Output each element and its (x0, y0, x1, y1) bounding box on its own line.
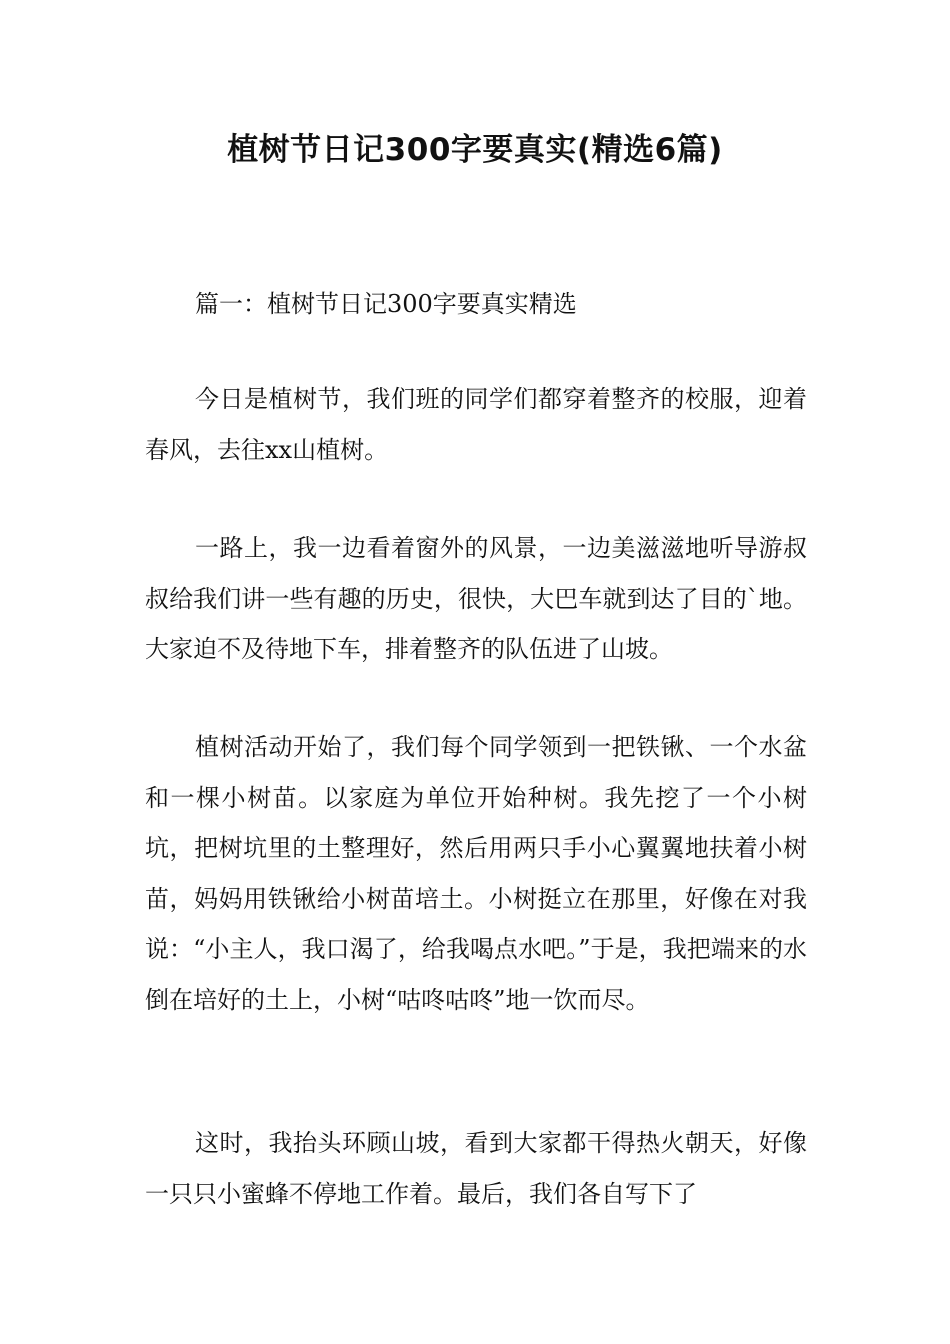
paragraph-3: 植树活动开始了，我们每个同学领到一把铁锹、一个水盆和一棵小树苗。以家庭为单位开始种树。我先挖了一个小树坑，把树坑里的土整理好，然后用两只手小心翼翼地扶着小树苗，妈妈用铁锹给小树苗培土。小树挺立在那里，好像在对我说：“小主人，我口渴了，给我喝点水吧。”于是，我把端来的水倒在培好的土上，小树“咕咚咕咚”地一饮而尽。 (145, 733, 807, 1014)
paragraph-2: 一路上，我一边看着窗外的风景，一边美滋滋地听导游叔叔给我们讲一些有趣的历史，很快，大巴车就到达了目的`地。大家迫不及待地下车，排着整齐的队伍进了山坡。 (145, 534, 807, 663)
paragraph-4: 这时，我抬头环顾山坡，看到大家都干得热火朝天，好像一只只小蜜蜂不停地工作着。最后，我们各自写下了 (145, 1129, 807, 1208)
document-title: 植树节日记300字要真实(精选6篇) (227, 132, 723, 168)
section-heading: 篇一：植树节日记300字要真实精选 (195, 290, 577, 318)
paragraph-1: 今日是植树节，我们班的同学们都穿着整齐的校服，迎着春风，去往xx山植树。 (145, 385, 807, 464)
